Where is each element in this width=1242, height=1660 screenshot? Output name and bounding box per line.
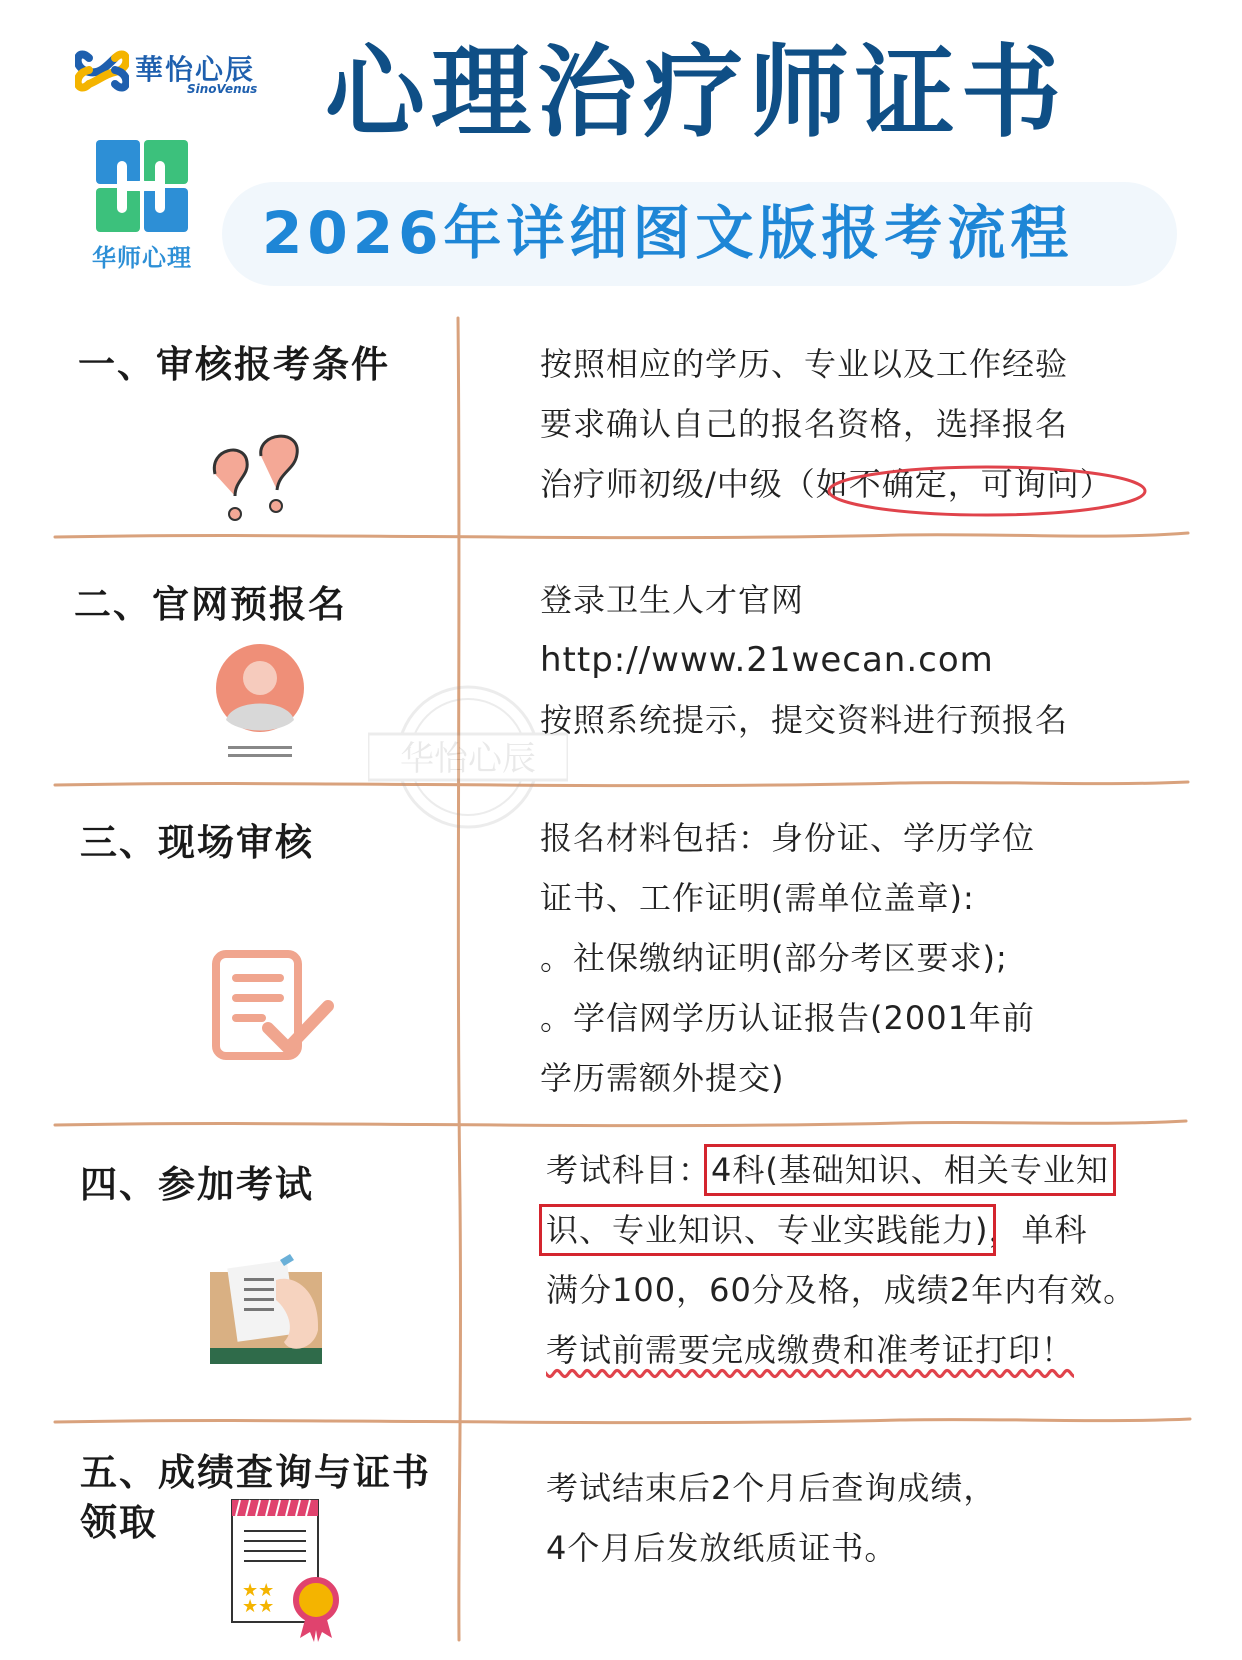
step-5-line: 考试结束后2个月后查询成绩， — [546, 1469, 997, 1507]
svg-text:★★: ★★ — [242, 1580, 275, 1601]
step-4-line-2-suffix: ，单科 — [988, 1211, 1088, 1249]
step-5-title-line: 五、成绩查询与证书 — [80, 1451, 431, 1494]
step-2-line: 登录卫生人才官网 — [540, 581, 805, 619]
step-1-line: 要求确认自己的报名资格，选择报名 — [540, 405, 1069, 443]
page-title: 心理治疗师证书 — [325, 34, 1067, 151]
step-4-line-3: 满分100，60分及格，成绩2年内有效。 — [546, 1271, 1137, 1309]
brand-top-subname: SinoVenus — [187, 82, 258, 96]
step-5-description — [546, 1458, 996, 1578]
brand-logo-top — [75, 44, 258, 104]
brand-hs-icon — [92, 136, 192, 236]
circled-note: （如不确定，可询问） — [782, 465, 1113, 503]
step-3-title: 三、现场审核 — [80, 821, 314, 864]
step-3-line: 报名材料包括：身份证、学历学位 — [540, 819, 1036, 857]
website-link[interactable]: http://www.21wecan.com — [540, 640, 994, 680]
step-2-title: 二、官网预报名 — [74, 583, 347, 626]
step-1-line: 按照相应的学历、专业以及工作经验 — [540, 345, 1069, 383]
watermark-stamp — [368, 682, 568, 832]
step-5-line: 4个月后发放纸质证书。 — [546, 1529, 898, 1567]
brand-left-label: 华师心理 — [92, 244, 192, 272]
red-circle-highlight — [822, 458, 1152, 524]
step-1-title: 一、审核报考条件 — [78, 343, 390, 386]
step-2-line: 按照系统提示，提交资料进行预报名 — [540, 701, 1069, 739]
step-5-title-line: 领取 — [80, 1501, 158, 1544]
step-3-line: 学历需额外提交) — [540, 1059, 785, 1097]
exam-writing-icon — [210, 1250, 326, 1370]
svg-text:★★: ★★ — [242, 1596, 275, 1617]
brand-knot-icon — [75, 44, 129, 98]
question-marks-icon — [205, 428, 305, 524]
watermark-text: 华怡心辰 — [400, 739, 536, 779]
boxed-highlight: 识、专业知识、专业实践能力) — [546, 1211, 989, 1249]
step-4-line-1 — [546, 1140, 1136, 1200]
page-subtitle: 2026年详细图文版报考流程 — [262, 199, 1074, 267]
step-4-description — [546, 1140, 1136, 1380]
step-4-title: 四、参加考试 — [80, 1163, 314, 1206]
step-3-line: 。学信网学历认证报告(2001年前 — [540, 999, 1035, 1037]
boxed-highlight: 4科(基础知识、相关专业知 — [711, 1151, 1109, 1189]
step-1-line-text: 治疗师初级/中级 — [540, 465, 783, 503]
brand-logo-left — [82, 136, 202, 276]
brand-top-name: 華怡心辰 — [135, 53, 256, 86]
exam-subjects-label: 考试科目： — [546, 1151, 712, 1189]
user-avatar-icon — [210, 642, 310, 762]
step-4-line-2 — [546, 1200, 1136, 1260]
wavy-underlined-note: 考试前需要完成缴费和准考证打印！ — [546, 1331, 1075, 1369]
document-check-icon — [210, 948, 336, 1066]
certificate-award-icon — [228, 1496, 348, 1644]
step-3-description — [540, 808, 1035, 1108]
step-2-description — [540, 570, 1068, 750]
step-3-line: 。社保缴纳证明(部分考区要求); — [540, 939, 1008, 977]
step-3-line: 证书、工作证明(需单位盖章): — [540, 879, 975, 917]
